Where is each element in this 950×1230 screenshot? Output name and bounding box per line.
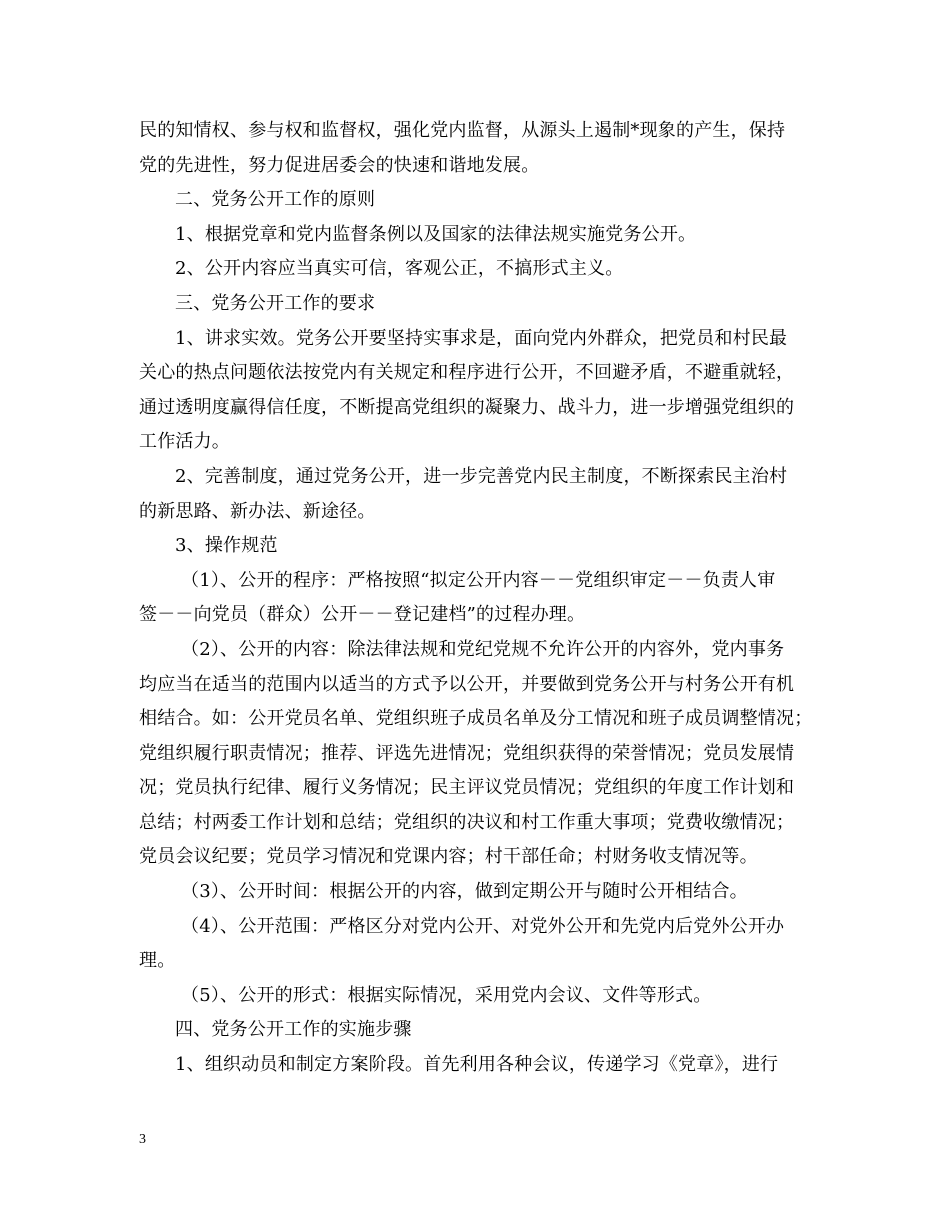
text-line: 通过透明度赢得信任度，不断提高党组织的凝聚力、战斗力，进一步增强党组织的 <box>139 396 795 418</box>
text-line: 1、组织动员和制定方案阶段。首先利用各种会议，传递学习《党章》，进行 <box>175 1054 779 1076</box>
text-line: 党员会议纪要；党员学习情况和党课内容；村干部任命；村财务收支情况等。 <box>139 846 758 868</box>
text-line: 三、党务公开工作的要求 <box>175 292 376 314</box>
text-line: 3、操作规范 <box>175 535 278 557</box>
text-line: 的新思路、新办法、新途径。 <box>139 500 376 522</box>
page-number: 3 <box>139 1132 146 1147</box>
text-line: 关心的热点问题依法按党内有关规定和程序进行公开，不回避矛盾，不避重就轻， <box>139 362 795 384</box>
text-line: 理。 <box>139 950 176 972</box>
document-body <box>139 114 819 1083</box>
text-line: 均应当在适当的范围内以适当的方式予以公开，并要做到党务公开与村务公开有机 <box>139 673 795 695</box>
text-line: 总结；村两委工作计划和总结；党组织的决议和村工作重大事项；党费收缴情况； <box>139 811 795 833</box>
text-line: 民的知情权、参与权和监督权，强化党内监督，从源头上遏制*现象的产生，保持 <box>139 120 786 141</box>
text-line: 1、讲求实效。党务公开要坚持实事求是，面向党内外群众，把党员和村民最 <box>175 327 788 349</box>
text-line: 签－－向党员（群众）公开－－登记建档”的过程办理。 <box>139 604 586 626</box>
text-line: 党的先进性，努力促进居委会的快速和谐地发展。 <box>139 154 540 176</box>
text-line: （4）、公开范围：严格区分对党内公开、对党外公开和先党内后党外公开办 <box>181 915 785 937</box>
text-line: （2）、公开的内容：除法律法规和党纪党规不允许公开的内容外，党内事务 <box>181 638 785 660</box>
text-line: 相结合。如：公开党员名单、党组织班子成员名单及分工情况和班子成员调整情况； <box>139 708 813 730</box>
text-line: 四、党务公开工作的实施步骤 <box>175 1019 412 1041</box>
text-line: 2、完善制度，通过党务公开，进一步完善党内民主制度，不断探索民主治村 <box>175 465 788 487</box>
text-line: （5）、公开的形式：根据实际情况，采用党内会议、文件等形式。 <box>181 984 712 1006</box>
text-line: （1）、公开的程序：严格按照“拟定公开内容－－党组织审定－－负责人审 <box>181 569 776 591</box>
text-line: 况；党员执行纪律、履行义务情况；民主评议党员情况；党组织的年度工作计划和 <box>139 777 795 799</box>
text-line: （3）、公开时间：根据公开的内容，做到定期公开与随时公开相结合。 <box>181 881 748 903</box>
text-line: 2、公开内容应当真实可信，客观公正，不搞形式主义。 <box>175 258 624 280</box>
text-line: 1、根据党章和党内监督条例以及国家的法律法规实施党务公开。 <box>175 223 697 245</box>
text-line: 二、党务公开工作的原则 <box>175 189 376 211</box>
text-line: 党组织履行职责情况；推荐、评选先进情况；党组织获得的荣誉情况；党员发展情 <box>139 742 795 764</box>
text-line: 工作活力。 <box>139 431 230 453</box>
